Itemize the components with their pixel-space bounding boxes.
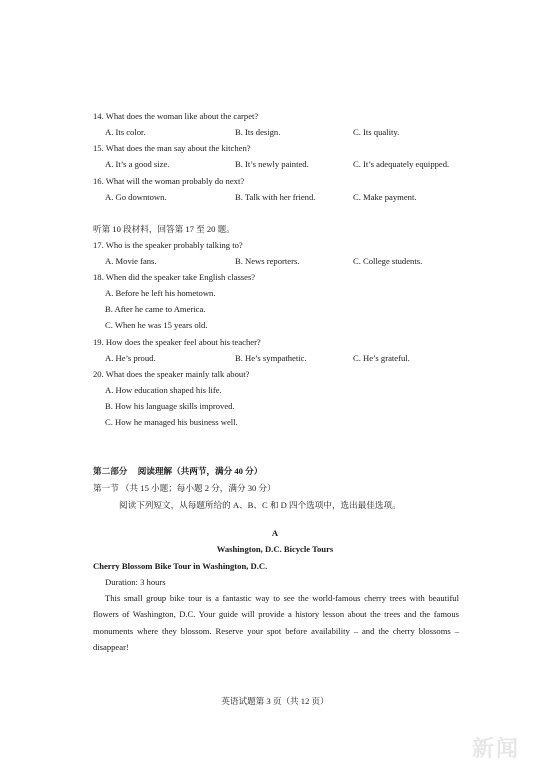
passage-letter: A [271,528,279,538]
question-16-option-c: C. Make payment. [353,192,417,202]
question-18-option-b: B. After he came to America. [105,304,206,314]
part-two-heading [93,466,262,476]
question-15-option-b: B. It’s newly painted. [235,159,309,169]
question-20-stem: 20. What does the speaker mainly talk about? [93,369,250,379]
question-19-option-a: A. He’s proud. [105,353,156,363]
question-17-option-b: B. News reporters. [235,256,300,266]
question-18-stem: 18. When did the speaker take English classes? [93,272,256,282]
question-14-option-a: A. Its color. [105,127,146,137]
question-14-option-b: B. Its design. [235,127,281,137]
question-14-stem: 14. What does the woman like about the carpet? [93,111,259,121]
watermark-logo: 新闻 [471,737,520,762]
question-17-option-c: C. College students. [353,256,423,266]
question-16-option-a: A. Go downtown. [105,192,167,202]
part-two-title: 阅读理解（共两节，满分 40 分） [137,466,263,476]
question-20-option-a: A. How education shaped his life. [105,385,222,395]
question-19-stem: 19. How does the speaker feel about his teacher? [93,337,261,347]
question-20-option-c: C. How he managed his business well. [105,417,238,427]
question-17-option-a: A. Movie fans. [105,256,157,266]
listening-instruction: 听第 10 段材料，回答第 17 至 20 题。 [93,224,235,234]
question-14-option-c: C. Its quality. [353,127,400,137]
question-16-stem: 16. What will the woman probably do next? [93,176,245,186]
question-20-option-b: B. How his language skills improved. [105,401,235,411]
question-15-option-a: A. It’s a good size. [105,159,170,169]
part-two-prefix: 第二部分 [93,466,128,476]
reading-instruction: 阅读下列短文，从每题所给的 A、B、C 和 D 四个选项中，选出最佳选项。 [119,500,401,510]
question-19-option-b: B. He’s sympathetic. [235,353,307,363]
question-19-option-c: C. He’s grateful. [353,353,410,363]
question-18-option-a: A. Before he left his hometown. [105,288,216,298]
question-16-option-b: B. Talk with her friend. [235,192,316,202]
section-one-heading: 第一节 （共 15 小题；每小题 2 分，满分 30 分） [93,483,276,493]
page-footer: 英语试题第 3 页（共 12 页） [221,696,329,706]
question-15-stem: 15. What does the man say about the kitchen? [93,143,251,153]
passage-body: This small group bike tour is a fantastic way to see the world-famous cherry trees with beautiful flowers of Washington, D.C. Your guide will provide a history lesson about the trees and the famous monuments where they blossom. Reserve your spot before availability – and the cherry blossoms – disappear! [93,593,459,652]
question-17-stem: 17. Who is the speaker probably talking to? [93,240,243,250]
passage-duration: Duration: 3 hours [105,577,166,587]
question-18-option-c: C. When he was 15 years old. [105,320,208,330]
passage-subtitle: Cherry Blossom Bike Tour in Washington, D.C. [93,561,268,571]
question-15-option-c: C. It’s adequately equipped. [353,159,450,169]
passage-title: Washington, D.C. Bicycle Tours [216,544,334,554]
